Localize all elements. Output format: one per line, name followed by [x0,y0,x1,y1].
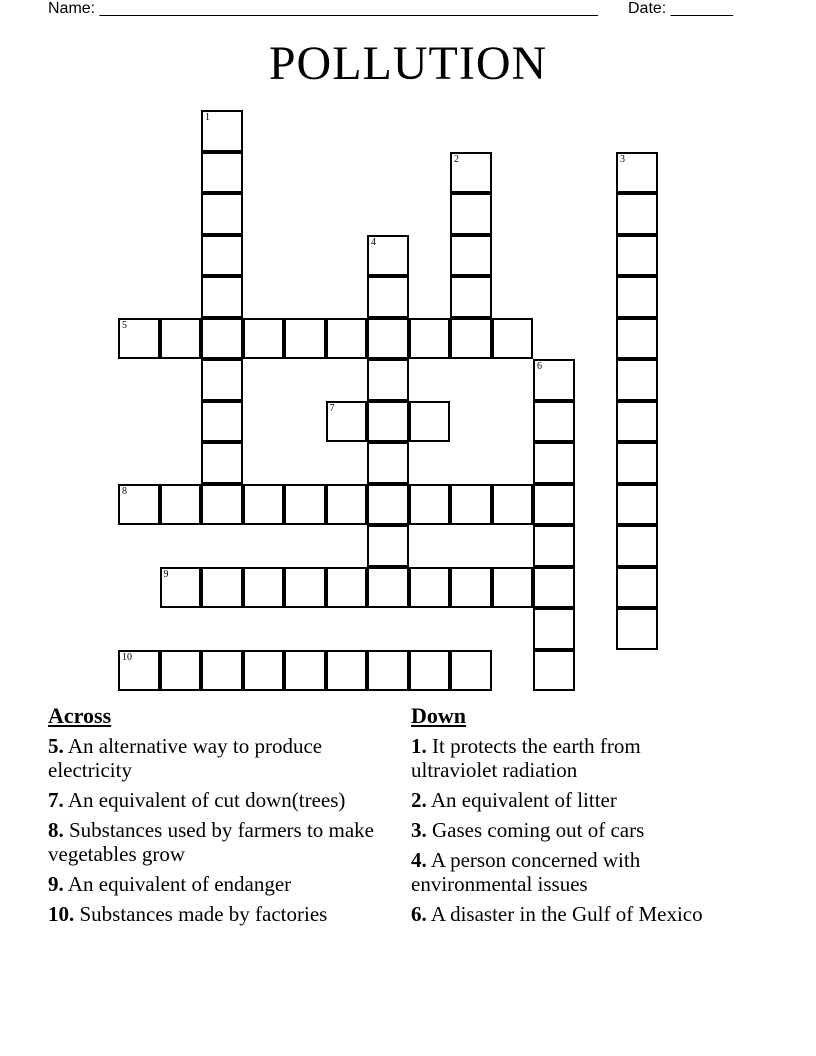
clue-text: An equivalent of endanger [67,872,292,896]
clue-text: Gases coming out of cars [432,818,645,842]
grid-cell[interactable] [326,650,368,692]
grid-cell[interactable] [616,193,658,235]
clue-number: 5. [48,734,64,758]
grid-cell[interactable] [284,484,326,526]
grid-cell[interactable] [243,318,285,360]
grid-cell[interactable] [284,650,326,692]
grid-cell[interactable] [201,567,243,609]
grid-cell[interactable] [326,401,368,443]
grid-cell[interactable] [201,650,243,692]
grid-cell[interactable] [367,359,409,401]
clue-number: 6. [411,902,427,926]
grid-cell[interactable] [533,442,575,484]
clue-number: 7. [48,788,64,812]
clue-across-5 [48,734,393,782]
grid-cell[interactable] [450,276,492,318]
clue-number-label: 7 [329,402,335,414]
grid-cell[interactable] [533,484,575,526]
clue-number-label: 5 [122,319,127,331]
clue-number: 3. [411,818,427,842]
grid-cell[interactable] [201,235,243,277]
clue-number: 4. [411,848,427,872]
grid-cell[interactable] [409,401,451,443]
grid-cell[interactable] [367,235,409,277]
grid-cell[interactable] [492,567,534,609]
grid-cell[interactable] [450,318,492,360]
clue-number-label: 2 [454,153,459,165]
grid-cell[interactable] [450,193,492,235]
grid-cell[interactable] [367,276,409,318]
grid-cell[interactable] [450,152,492,194]
grid-cell[interactable] [201,318,243,360]
grid-cell[interactable] [367,401,409,443]
clue-down-4 [411,848,711,896]
clue-down-3 [411,818,711,842]
grid-cell[interactable] [118,484,160,526]
grid-cell[interactable] [450,567,492,609]
clue-number: 8. [48,818,64,842]
clue-text: A person concerned with environmental issues [411,848,641,896]
clue-across-8 [48,818,393,866]
grid-cell[interactable] [616,235,658,277]
grid-cell[interactable] [326,567,368,609]
grid-cell[interactable] [616,567,658,609]
grid-cell[interactable] [367,567,409,609]
grid-cell[interactable] [201,359,243,401]
clue-text: A disaster in the Gulf of Mexico [430,902,703,926]
grid-cell[interactable] [409,567,451,609]
grid-cell[interactable] [201,152,243,194]
clue-text: Substances made by factories [79,902,328,926]
clue-text: An alternative way to produce electricity [48,734,323,782]
down-clues [411,702,711,932]
grid-cell[interactable] [160,484,202,526]
clue-text: An equivalent of cut down(trees) [67,788,346,812]
grid-cell[interactable] [533,359,575,401]
clue-number-label: 8 [122,485,127,497]
grid-cell[interactable] [160,567,202,609]
grid-cell[interactable] [201,442,243,484]
clue-across-7 [48,788,393,812]
name-field-label[interactable]: Name: ________________________________________________________ [48,0,598,17]
grid-cell[interactable] [243,567,285,609]
clue-text: Substances used by farmers to make vegetables grow [48,818,375,866]
grid-cell[interactable] [367,318,409,360]
grid-cell[interactable] [533,650,575,692]
grid-cell[interactable] [201,193,243,235]
clue-number-label: 10 [122,651,132,663]
clue-number-label: 1 [205,112,210,123]
grid-cell[interactable] [533,401,575,443]
grid-cell[interactable] [616,359,658,401]
grid-cell[interactable] [326,484,368,526]
clue-text: It protects the earth from ultraviolet radiation [411,734,641,782]
grid-cell[interactable] [367,525,409,567]
grid-cell[interactable] [492,318,534,360]
grid-cell[interactable] [284,318,326,360]
grid-cell[interactable] [409,650,451,692]
grid-cell[interactable] [616,152,658,194]
grid-cell[interactable] [616,276,658,318]
clue-down-2 [411,788,711,812]
grid-cell[interactable] [201,401,243,443]
grid-cell[interactable] [118,318,160,360]
clue-number-label: 6 [537,361,542,372]
across-heading: Across [48,703,112,728]
down-heading: Down [411,703,467,728]
clue-number: 10. [48,902,75,926]
page-title: POLLUTION [268,37,548,90]
clue-number-label: 3 [620,153,625,165]
grid-cell[interactable] [450,235,492,277]
grid-cell[interactable] [409,484,451,526]
grid-cell[interactable] [243,484,285,526]
grid-cell[interactable] [450,650,492,692]
grid-cell[interactable] [616,484,658,526]
clue-number-label: 9 [163,568,169,580]
clue-down-6 [411,902,711,926]
grid-cell[interactable] [284,567,326,609]
grid-cell[interactable] [409,318,451,360]
grid-cell[interactable] [201,484,243,526]
grid-cell[interactable] [201,276,243,318]
clue-across-10 [48,902,393,926]
grid-cell[interactable] [616,442,658,484]
grid-cell[interactable] [450,484,492,526]
grid-cell[interactable] [201,110,243,152]
grid-cell[interactable] [533,608,575,650]
clue-number-label: 4 [371,236,376,248]
clue-across-9 [48,872,393,896]
grid-cell[interactable] [160,318,202,360]
grid-cell[interactable] [616,608,658,650]
across-clues [48,702,393,932]
grid-cell[interactable] [492,484,534,526]
grid-cell[interactable] [367,650,409,692]
clue-text: An equivalent of litter [430,788,617,812]
grid-cell[interactable] [243,650,285,692]
grid-cell[interactable] [616,401,658,443]
grid-cell[interactable] [533,525,575,567]
grid-cell[interactable] [367,442,409,484]
clue-number: 9. [48,872,64,896]
clue-number: 2. [411,788,427,812]
grid-cell[interactable] [326,318,368,360]
grid-cell[interactable] [616,318,658,360]
grid-cell[interactable] [533,567,575,609]
clue-down-1 [411,734,711,782]
grid-cell[interactable] [118,650,160,692]
grid-cell[interactable] [160,650,202,692]
date-field-label[interactable]: Date: _______ [628,0,733,17]
clue-number: 1. [411,734,427,758]
grid-cell[interactable] [616,525,658,567]
grid-cell[interactable] [367,484,409,526]
